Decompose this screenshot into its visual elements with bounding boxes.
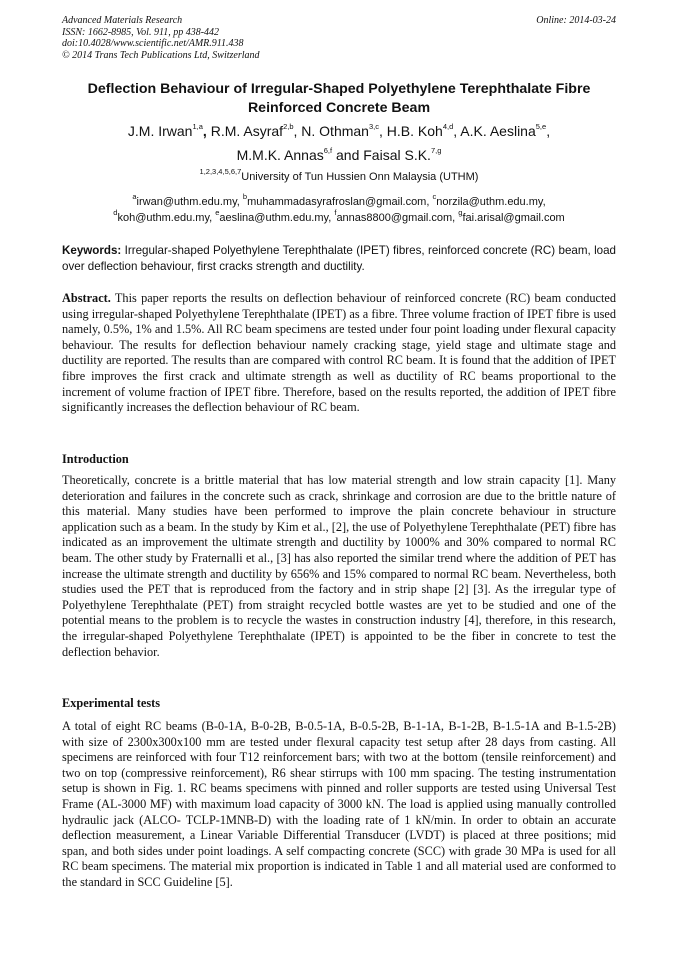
author-name: Faisal S.K. — [363, 147, 431, 163]
affiliation — [62, 167, 616, 184]
affiliation-sup: 1,2,3,4,5,6,7 — [199, 167, 242, 177]
author-name: H.B. Koh — [386, 123, 443, 139]
affiliation-text: University of Tun Hussien Onn Malaysia (UTHM) — [241, 171, 479, 183]
author-sup: 3,c — [368, 122, 379, 132]
author-name: M.M.K. Annas — [236, 147, 324, 163]
email-link[interactable]: aeslina@uthm.edu.my — [219, 212, 329, 224]
author-name: J.M. Irwan — [127, 123, 193, 139]
journal-doi[interactable]: doi:10.4028/www.scientific.net/AMR.911.438 — [62, 38, 244, 49]
author-sup: 1,a — [192, 122, 203, 132]
and-word: and — [336, 147, 360, 163]
journal-header — [62, 15, 482, 61]
email-sup: e — [215, 208, 220, 218]
email-link[interactable]: annas8800@gmail.com — [336, 212, 453, 224]
email-sup: c — [432, 192, 437, 202]
experimental-paragraph: A total of eight RC beams (B-0-1A, B-0-2B, B-0.5-1A, B-0.5-2B, B-1-1A, B-1-2B, B-1.5-1A and B-1.5-2B) with size of 2300x300x100 mm are tested under flexural capacity test setup after 28 days from casting. All specimens are reinforced with four T12 reinforcement bars; with two at the bottom (tensile reinforcement) and two on top (compressive reinforcement), R6 shear stirrups with 100 mm spacing. The testing instrumentation setup is shown in Fig. 1. RC beams specimens with pinned and roller supports are tested using Universal Test Frame (AL-3000 MF) with maximum load capacity of 3000 kN. The load is applied using manually controlled hydraulic jack (ALCO- TCLP-1MNB-D) with the loading rate of 1 kN/min. In order to obtain an accurate deflection measurement, a Linear Variable Differential Transducer (LVDT) is placed at three positions; mid span, and both sides under point loadings. A self compacting concrete (SCC) with grade 30 MPa is used for all RC beam specimens. The material mix proportion is indicated in Table 1 and all material used are conformed to the standard in SCC Guideline [5]. — [62, 719, 616, 889]
experimental-heading: Experimental tests — [62, 696, 161, 710]
author-sup: 7,g — [430, 146, 442, 156]
introduction-paragraph: Theoretically, concrete is a brittle material that has low material strength and low strain capacity [1]. Many deterioration and failures in the concrete such as crack, shrinkage and corrosion are due to the brittle nature of this material. Many studies have been performed to improve the plain concrete behaviour in structure application such as a beam. In the study by Kim et al., [2], the use of Polyethylene Terephthalate (PET) fibre has indicated as an improvement the ultimate strength and ductility by 1000% and 30% compared to normal RC beam. The other study by Fraternalli et al., [3] has also reported the similar trend where the addition of PET has increase the ultimate strength and ductility by 656% and 15% compared to normal RC beam. Nevertheless, both studies used the PET that is reproduced from the factory and in strip shape [2] [3]. As the irregular type of Polyethylene Terephthalate (PET) from straight recycled bottle wastes are yet to be studied and one of the potential means to the problem is to recycle the wastes in construction industry [4], therefore, in this research, the irregular-shaped Polyethylene Terephthalate (IPET) is appointed to be the fiber in concrete to test the deflection behavior. — [62, 473, 616, 659]
author-sup: 2,b — [283, 122, 294, 132]
paper-title: Deflection Behaviour of Irregular-Shaped Polyethylene Terephthalate Fibre Reinforced Concrete Beam — [87, 81, 591, 116]
email-link[interactable]: fai.arisal@gmail.com — [462, 212, 565, 224]
author-name: A.K. Aeslina — [460, 123, 536, 139]
author-name: R.M. Asyraf — [210, 123, 284, 139]
keywords-text: Irregular-shaped Polyethylene Terephthalate (IPET) fibres, reinforced concrete (RC) beam, load over deflection behaviour, first cracks strength and ductility. — [62, 244, 616, 273]
email-link[interactable]: muhammadasyrafroslan@gmail.com — [247, 196, 427, 208]
keywords-label: Keywords: — [62, 244, 122, 257]
author-name: N. Othman — [301, 123, 369, 139]
email-sup: d — [113, 208, 118, 218]
journal-issn: ISSN: 1662-8985, Vol. 911, pp 438-442 — [62, 26, 220, 38]
keywords-block — [62, 243, 616, 275]
email-sup: b — [242, 192, 248, 202]
email-sup: g — [458, 208, 463, 218]
email-link[interactable]: koh@uthm.edu.my — [117, 212, 210, 224]
email-sup: f — [334, 208, 337, 218]
author-list: J.M. Irwan$^{1,a}$, R.M. Asyraf$^{2,b}$, N. Othman$^{3,c}$, H.B. Koh$^{4,d}$, A.K. Aeslina$^{5,e}$, M.M.K. Annas$^{6,f}$ and Faisal S.K.$^{7,g}$ — [127, 122, 551, 163]
email-link[interactable]: irwan@uthm.edu.my — [136, 196, 237, 208]
abstract-label: Abstract. — [62, 291, 111, 305]
abstract-block — [62, 291, 616, 416]
email-link[interactable]: norzila@uthm.edu.my — [436, 196, 543, 208]
author-sup: 6,f — [323, 146, 333, 156]
journal-copyright: © 2014 Trans Tech Publications Ltd, Switzerland — [62, 49, 260, 61]
email-list: $^a$irwan@uthm.edu.my, $^b$muhammadasyrafroslan@gmail.com, $^c$norzila@uthm.edu.my, $^d$koh@uthm.edu.my, $^e$aeslina@uthm.edu.my, $^f$annas8800@gmail.com, $^g$fai.arisal@gmail.com — [113, 192, 565, 224]
email-sup: a — [132, 192, 137, 202]
author-sup: 5,e — [535, 122, 547, 132]
abstract-text: This paper reports the results on deflection behaviour of reinforced concrete (RC) beam conducted using irregular-shaped Polyethylene Terephthalate (IPET) as a fibre. Three volume fraction of IPET fibre is used namely, 0.5%, 1% and 1.5%. All RC beam specimens are tested under four point loading under flexural capacity behaviour. The results for deflection behaviour namely cracking stage, yield stage and ultimate stage and ductility are reported. The results than are compared with control RC beam. It is found that the addition of IPET fibre improves the first crack and ultimate strength as well as ductility of RC beams proportional to the increment of volume fraction of IPET fibre. Therefore, based on the results reported, the addition of IPET fibre significantly increases the deflection behaviour of RC beam. — [62, 291, 616, 415]
author-sup: 4,d — [442, 122, 454, 132]
introduction-heading: Introduction — [62, 452, 129, 466]
online-date: Online: 2014-03-24 — [536, 15, 616, 26]
journal-name: Advanced Materials Research — [62, 15, 183, 26]
